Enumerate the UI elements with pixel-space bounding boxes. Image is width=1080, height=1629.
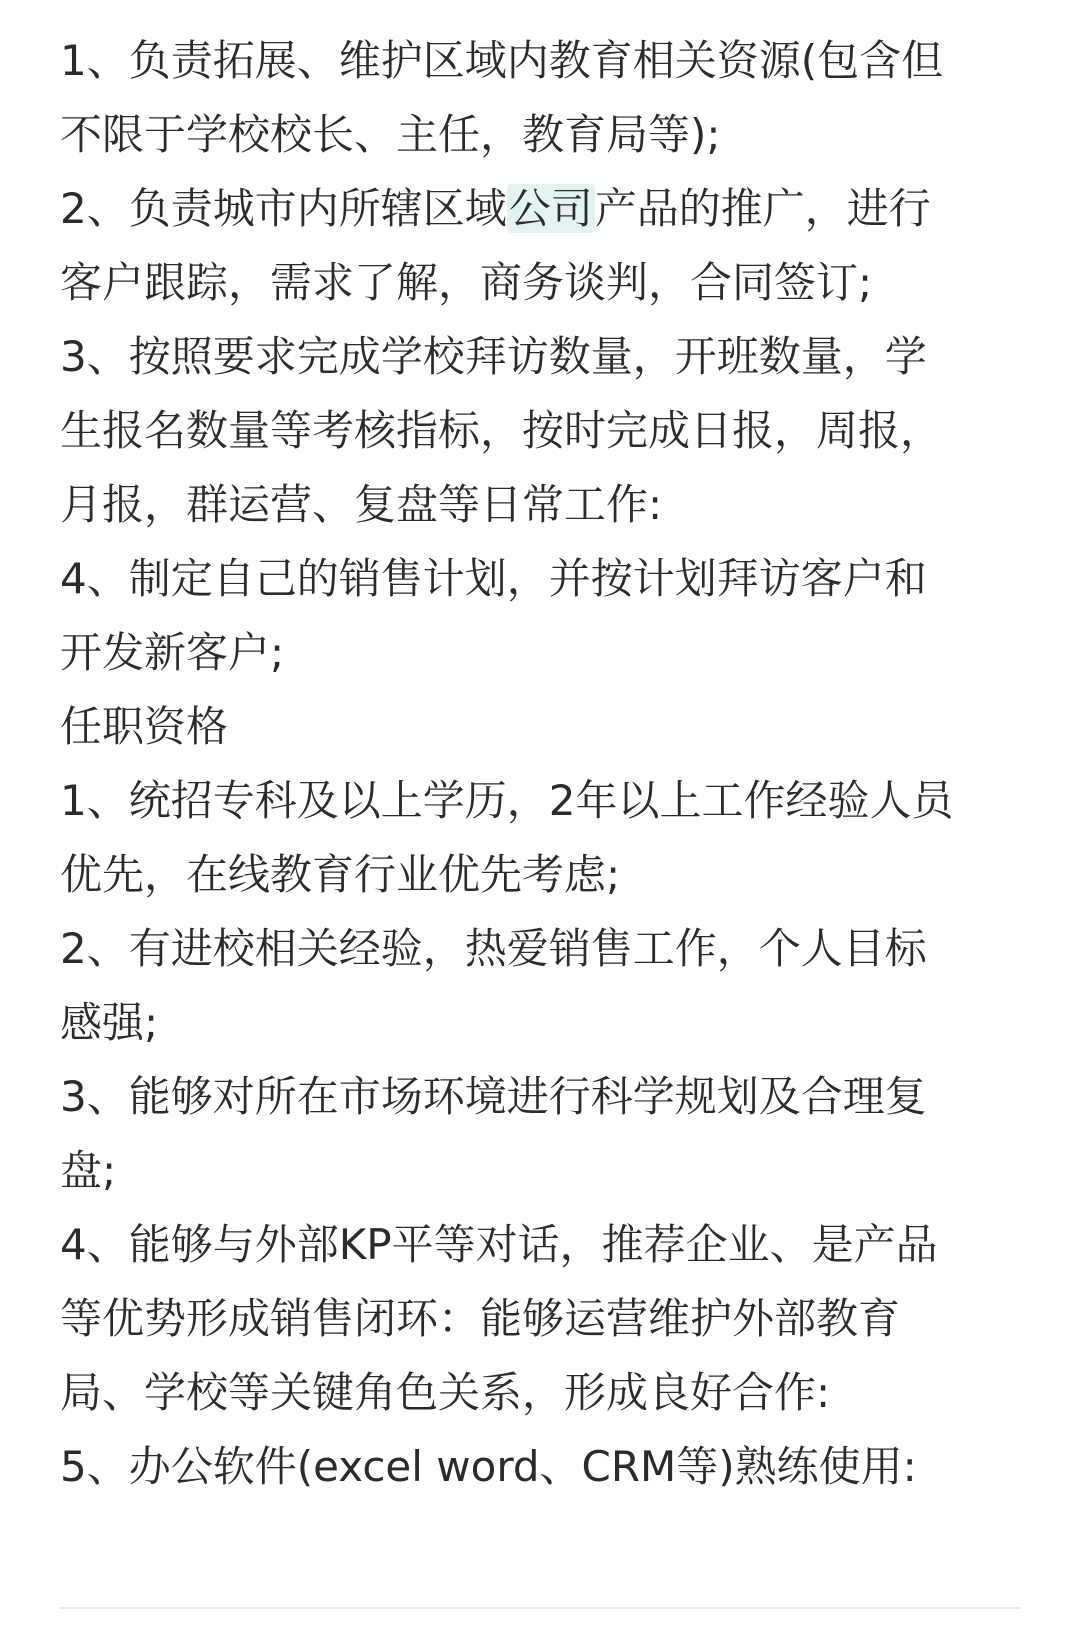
qual-line-4c: 局、学校等关键角色关系，形成良好合作: — [60, 1368, 831, 1417]
duty-line-2a — [60, 172, 1020, 246]
qual-line-1b: 优先，在线教育行业优先考虑; — [60, 850, 621, 899]
qual-line-4b: 等优势形成销售闭环：能够运营维护外部教育 — [60, 1294, 901, 1343]
duty-line-3b: 生报名数量等考核指标，按时完成日报，周报， — [60, 406, 943, 455]
highlighted-word[interactable]: 公司 — [508, 184, 593, 233]
qual-line-2b: 感强; — [60, 998, 159, 1047]
duty-line-2b: 客户跟踪，需求了解，商务谈判，合同签订; — [60, 258, 873, 307]
duty-line-2a-prefix: 2、负责城市内所辖区域 — [60, 184, 507, 233]
duty-line-4b: 开发新客户; — [60, 628, 285, 677]
job-description-text — [60, 0, 1020, 1504]
qualifications-heading: 任职资格 — [60, 702, 229, 751]
duty-line-1b: 不限于学校校长、主任，教育局等); — [60, 110, 721, 159]
duty-line-2a-suffix: 产品的推广，进行 — [594, 184, 931, 233]
duty-line-3c: 月报，群运营、复盘等日常工作: — [60, 480, 663, 529]
duty-line-1a: 1、负责拓展、维护区域内教育相关资源(包含但 — [60, 36, 944, 85]
bottom-divider — [60, 1607, 1020, 1609]
qual-line-3b: 盘; — [60, 1146, 117, 1195]
qual-line-5: 5、办公软件(excel word、CRM等)熟练使用: — [60, 1442, 917, 1491]
qual-line-2a: 2、有进校相关经验，热爱销售工作，个人目标 — [60, 924, 927, 973]
qual-line-3a: 3、能够对所在市场环境进行科学规划及合理复 — [60, 1072, 927, 1121]
duty-line-4a: 4、制定自己的销售计划，并按计划拜访客户和 — [60, 554, 927, 603]
duty-line-3a: 3、按照要求完成学校拜访数量，开班数量，学 — [60, 332, 927, 381]
qual-line-1a: 1、统招专科及以上学历，2年以上工作经验人员 — [60, 776, 954, 825]
qual-line-4a: 4、能够与外部KP平等对话，推荐企业、是产品 — [60, 1220, 938, 1269]
